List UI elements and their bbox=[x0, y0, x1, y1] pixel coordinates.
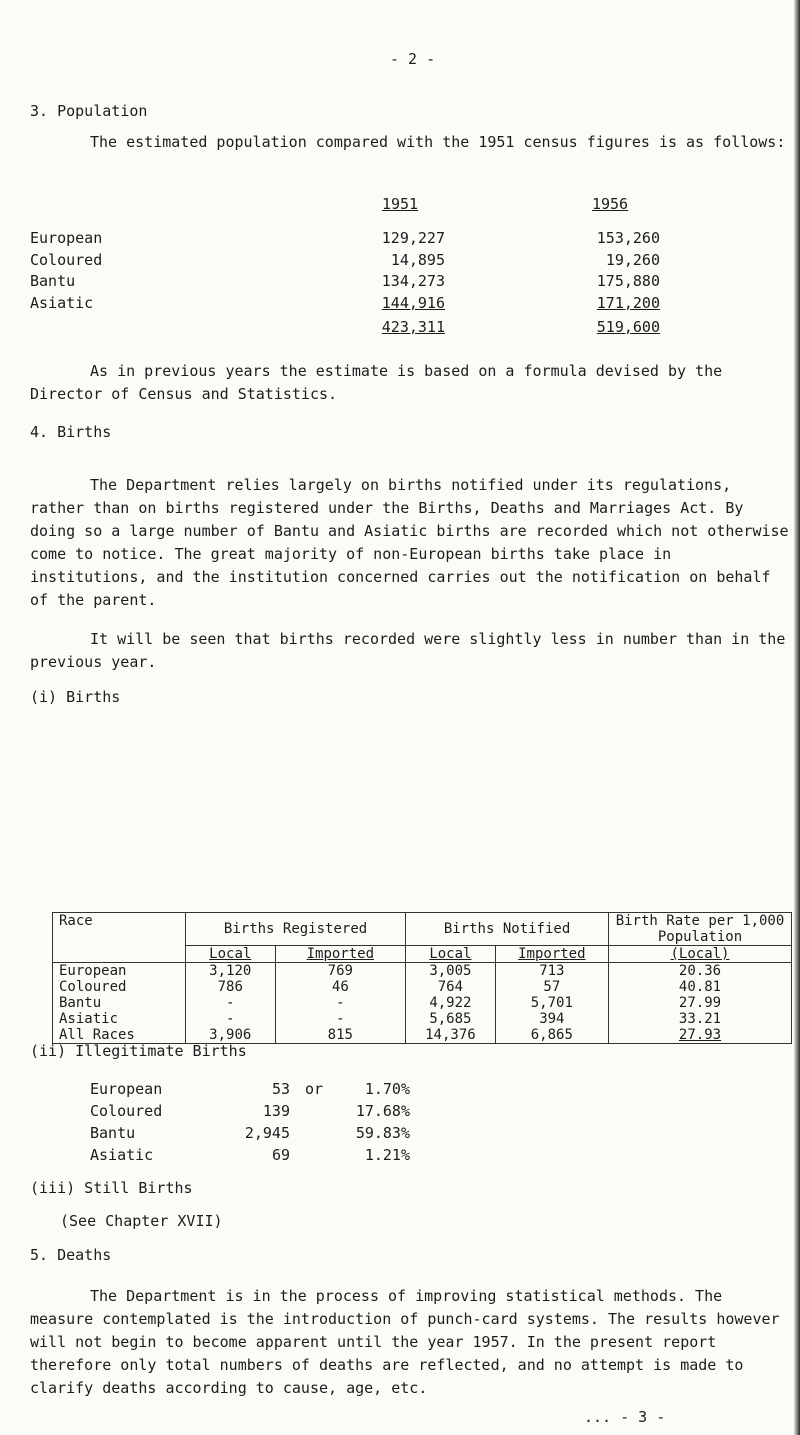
deaths-heading: 5. Deaths bbox=[30, 1246, 112, 1264]
table-row bbox=[53, 963, 792, 980]
rate-cell: 40.81 bbox=[609, 979, 792, 995]
illegitimate-pct: 59.83% bbox=[355, 1124, 410, 1142]
population-row-race: Coloured bbox=[30, 251, 103, 269]
subheader-not-local: Local bbox=[406, 946, 496, 963]
not-imported-cell: 5,701 bbox=[495, 995, 608, 1011]
table-row bbox=[53, 995, 792, 1011]
continuation-marker: ... - 3 - bbox=[584, 1408, 666, 1426]
reg-imported-cell: - bbox=[275, 1011, 406, 1027]
illegitimate-pct: 17.68% bbox=[355, 1102, 410, 1120]
reg-local-cell: 3,906 bbox=[186, 1027, 276, 1044]
births-subheading-iii: (iii) Still Births bbox=[30, 1179, 193, 1197]
population-row-1951: 134,273 bbox=[381, 272, 445, 290]
page-number: - 2 - bbox=[390, 50, 436, 68]
illegitimate-race: Bantu bbox=[90, 1124, 136, 1142]
not-local-cell: 14,376 bbox=[406, 1027, 496, 1044]
illegitimate-race: European bbox=[90, 1080, 163, 1098]
subheader-reg-imported: Imported bbox=[275, 946, 406, 963]
race-cell: All Races bbox=[53, 1027, 186, 1044]
not-imported-cell: 713 bbox=[495, 963, 608, 980]
race-cell: European bbox=[53, 963, 186, 980]
illegitimate-sep: or bbox=[305, 1080, 324, 1098]
births-table-subheader-row bbox=[53, 946, 792, 963]
births-paragraph-1: The Department relies largely on births notified under its regulations, rather than on births registered under the Births, Deaths and Marriages Act. By doing so a large number of Bantu and Asiatic births are recorded which not otherwise come to notice. The great majority of non-European births take place in institutions, and the institution concerned carries out the notification on behalf of the parent. bbox=[30, 476, 789, 609]
subheader-rate-local: (Local) bbox=[609, 946, 792, 963]
illegitimate-pct: 1.21% bbox=[364, 1146, 410, 1164]
not-local-cell: 764 bbox=[406, 979, 496, 995]
births-heading: 4. Births bbox=[30, 423, 112, 441]
population-row-race: Bantu bbox=[30, 272, 76, 290]
rate-cell: 27.93 bbox=[609, 1027, 792, 1044]
births-paragraph-2: It will be seen that births recorded were slightly less in number than in the previous year. bbox=[30, 630, 786, 671]
deaths-paragraph: The Department is in the process of improving statistical methods. The measure contemplated is the introduction of punch-card systems. The results however will not begin to become apparent until the year 1957. In the present report therefore only total numbers of deaths are reflected, and no attempt is made to clarify deaths according to cause, age, etc. bbox=[30, 1287, 780, 1397]
population-row-1951: 14,895 bbox=[390, 251, 445, 269]
rate-cell: 27.99 bbox=[609, 995, 792, 1011]
births-subheading-i: (i) Births bbox=[30, 688, 121, 706]
population-row-race: Asiatic bbox=[30, 294, 94, 312]
rate-cell: 20.36 bbox=[609, 963, 792, 980]
reg-local-cell: 3,120 bbox=[186, 963, 276, 980]
population-total-1951: 423,311 bbox=[381, 318, 445, 336]
population-intro: The estimated population compared with the 1951 census figures is as follows: bbox=[90, 133, 786, 151]
reg-local-cell: - bbox=[186, 1011, 276, 1027]
still-births-note: (See Chapter XVII) bbox=[60, 1212, 223, 1230]
reg-imported-cell: 769 bbox=[275, 963, 406, 980]
not-local-cell: 5,685 bbox=[406, 1011, 496, 1027]
rate-cell: 33.21 bbox=[609, 1011, 792, 1027]
header-registered: Births Registered bbox=[186, 913, 406, 946]
population-row-race: European bbox=[30, 229, 103, 247]
table-row bbox=[53, 979, 792, 995]
illegitimate-count: 139 bbox=[262, 1102, 290, 1120]
reg-imported-cell: 46 bbox=[275, 979, 406, 995]
population-row-1956: 171,200 bbox=[596, 294, 660, 312]
population-total-1956: 519,600 bbox=[596, 318, 660, 336]
reg-imported-cell: - bbox=[275, 995, 406, 1011]
not-imported-cell: 394 bbox=[495, 1011, 608, 1027]
subheader-not-imported: Imported bbox=[495, 946, 608, 963]
year-1956-header: 1956 bbox=[591, 195, 629, 213]
births-subheading-ii: (ii) Illegitimate Births bbox=[30, 1042, 247, 1060]
header-race: Race bbox=[53, 913, 186, 946]
births-table-header-row bbox=[53, 913, 792, 946]
illegitimate-pct: 1.70% bbox=[364, 1080, 410, 1098]
race-cell: Coloured bbox=[53, 979, 186, 995]
not-imported-cell: 57 bbox=[495, 979, 608, 995]
race-cell: Asiatic bbox=[53, 1011, 186, 1027]
page-edge-shadow bbox=[794, 0, 800, 1435]
not-imported-cell: 6,865 bbox=[495, 1027, 608, 1044]
header-notified: Births Notified bbox=[406, 913, 609, 946]
reg-local-cell: 786 bbox=[186, 979, 276, 995]
population-row-1956: 19,260 bbox=[605, 251, 660, 269]
subheader-reg-local: Local bbox=[186, 946, 276, 963]
illegitimate-count: 53 bbox=[271, 1080, 290, 1098]
not-local-cell: 4,922 bbox=[406, 995, 496, 1011]
population-note: As in previous years the estimate is based on a formula devised by the Director of Census and Statistics. bbox=[30, 362, 723, 403]
population-row-1956: 153,260 bbox=[596, 229, 660, 247]
table-row bbox=[53, 1011, 792, 1027]
illegitimate-count: 69 bbox=[271, 1146, 290, 1164]
header-birth-rate: Birth Rate per 1,000 Population bbox=[609, 913, 792, 946]
population-row-1951: 144,916 bbox=[381, 294, 445, 312]
race-cell: Bantu bbox=[53, 995, 186, 1011]
illegitimate-count: 2,945 bbox=[244, 1124, 290, 1142]
illegitimate-race: Coloured bbox=[90, 1102, 163, 1120]
reg-local-cell: - bbox=[186, 995, 276, 1011]
reg-imported-cell: 815 bbox=[275, 1027, 406, 1044]
not-local-cell: 3,005 bbox=[406, 963, 496, 980]
illegitimate-race: Asiatic bbox=[90, 1146, 154, 1164]
population-heading: 3. Population bbox=[30, 102, 148, 120]
population-row-1956: 175,880 bbox=[596, 272, 660, 290]
births-table bbox=[52, 912, 792, 1044]
year-1951-header: 1951 bbox=[381, 195, 419, 213]
population-row-1951: 129,227 bbox=[381, 229, 445, 247]
